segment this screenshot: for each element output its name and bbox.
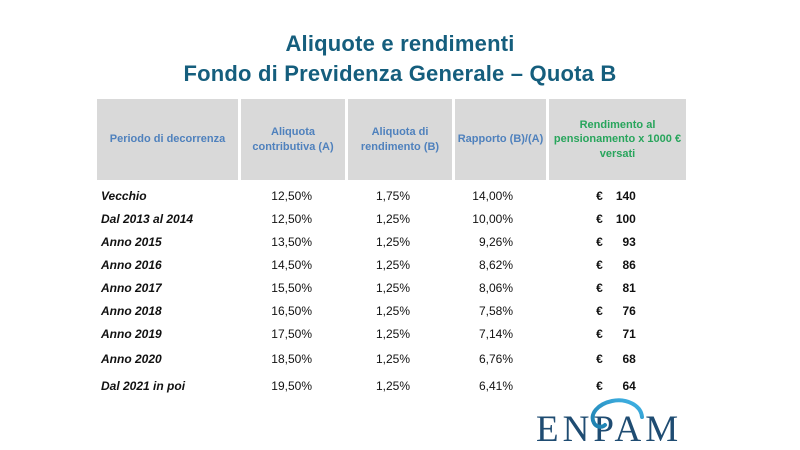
header-rendimento-pensionamento: Rendimento al pensionamento x 1000 € versati [549,99,686,180]
importo-value: 86 [622,258,636,272]
periodo-cell: Anno 2017 [101,281,162,295]
rapporto-cell: 6,76% [478,352,513,366]
rendimento-cell: 1,25% [375,235,410,249]
header-rapporto: Rapporto (B)/(A) [455,99,546,180]
periodo-cell: Anno 2019 [101,327,162,341]
periodo-cell: Anno 2016 [101,258,162,272]
periodo-cell: Dal 2021 in poi [101,379,186,393]
importo-value: 93 [622,235,636,249]
table-row [97,185,686,208]
rapporto-cell: 7,14% [478,327,513,341]
euro-sign: € [596,258,603,272]
rendimento-cell: 1,25% [375,327,410,341]
periodo-cell: Anno 2020 [101,352,162,366]
table-row [97,277,686,300]
enpam-logo [536,410,776,450]
contributiva-cell: 12,50% [271,189,312,203]
importo-value: 81 [622,281,636,295]
contributiva-cell: 15,50% [271,281,312,295]
table-header-row [97,99,686,180]
contributiva-cell: 19,50% [271,379,312,393]
importo-cell [546,277,686,300]
rapporto-cell: 8,06% [478,281,513,295]
rapporto-cell: 8,62% [478,258,513,272]
contributiva-cell: 13,50% [271,235,312,249]
importo-cell [546,231,686,254]
importo-cell [546,323,686,346]
rendimento-cell: 1,75% [375,189,410,203]
importo-value: 71 [622,327,636,341]
importo-value: 140 [615,189,636,203]
rendimento-cell: 1,25% [375,304,410,318]
rendimento-cell: 1,25% [375,352,410,366]
periodo-cell: Dal 2013 al 2014 [101,212,194,226]
euro-sign: € [596,235,603,249]
enpam-logo-text: ENPAM [536,409,683,450]
importo-cell [546,300,686,323]
contributiva-cell: 16,50% [271,304,312,318]
euro-sign: € [596,379,603,393]
contributiva-cell: 12,50% [271,212,312,226]
importo-cell [546,185,686,208]
header-periodo-di-decorrenza: Periodo di decorrenza [97,99,238,180]
importo-value: 100 [615,212,636,226]
rates-table [97,99,686,398]
table-body [97,185,686,398]
rendimento-cell: 1,25% [375,281,410,295]
periodo-cell: Vecchio [101,189,147,203]
table-row [97,231,686,254]
importo-value: 68 [622,352,636,366]
contributiva-cell: 17,50% [271,327,312,341]
importo-cell [546,254,686,277]
rendimento-cell: 1,25% [375,258,410,272]
table-row [97,323,686,346]
rendimento-cell: 1,25% [375,212,410,226]
importo-value: 76 [622,304,636,318]
rapporto-cell: 14,00% [472,189,513,203]
contributiva-cell: 18,50% [271,352,312,366]
table-row [97,375,686,398]
periodo-cell: Anno 2018 [101,304,162,318]
title-line-1: Aliquote e rendimenti [285,31,515,56]
rapporto-cell: 9,26% [478,235,513,249]
rapporto-cell: 10,00% [472,212,513,226]
table-row [97,300,686,323]
euro-sign: € [596,304,603,318]
rapporto-cell: 6,41% [478,379,513,393]
importo-cell [546,348,686,371]
periodo-cell: Anno 2015 [101,235,162,249]
table-row [97,254,686,277]
euro-sign: € [596,281,603,295]
euro-sign: € [596,212,603,226]
table-row [97,348,686,371]
header-aliquota-contributiva: Aliquota contributiva (A) [241,99,345,180]
header-aliquota-rendimento: Aliquota di rendimento (B) [348,99,452,180]
slide-title [0,29,800,89]
rapporto-cell: 7,58% [478,304,513,318]
table-row [97,208,686,231]
importo-cell [546,375,686,398]
importo-value: 64 [622,379,636,393]
importo-cell [546,208,686,231]
contributiva-cell: 14,50% [271,258,312,272]
euro-sign: € [596,327,603,341]
euro-sign: € [596,189,603,203]
rendimento-cell: 1,25% [375,379,410,393]
euro-sign: € [596,352,603,366]
title-line-2: Fondo di Previdenza Generale – Quota B [183,61,617,86]
